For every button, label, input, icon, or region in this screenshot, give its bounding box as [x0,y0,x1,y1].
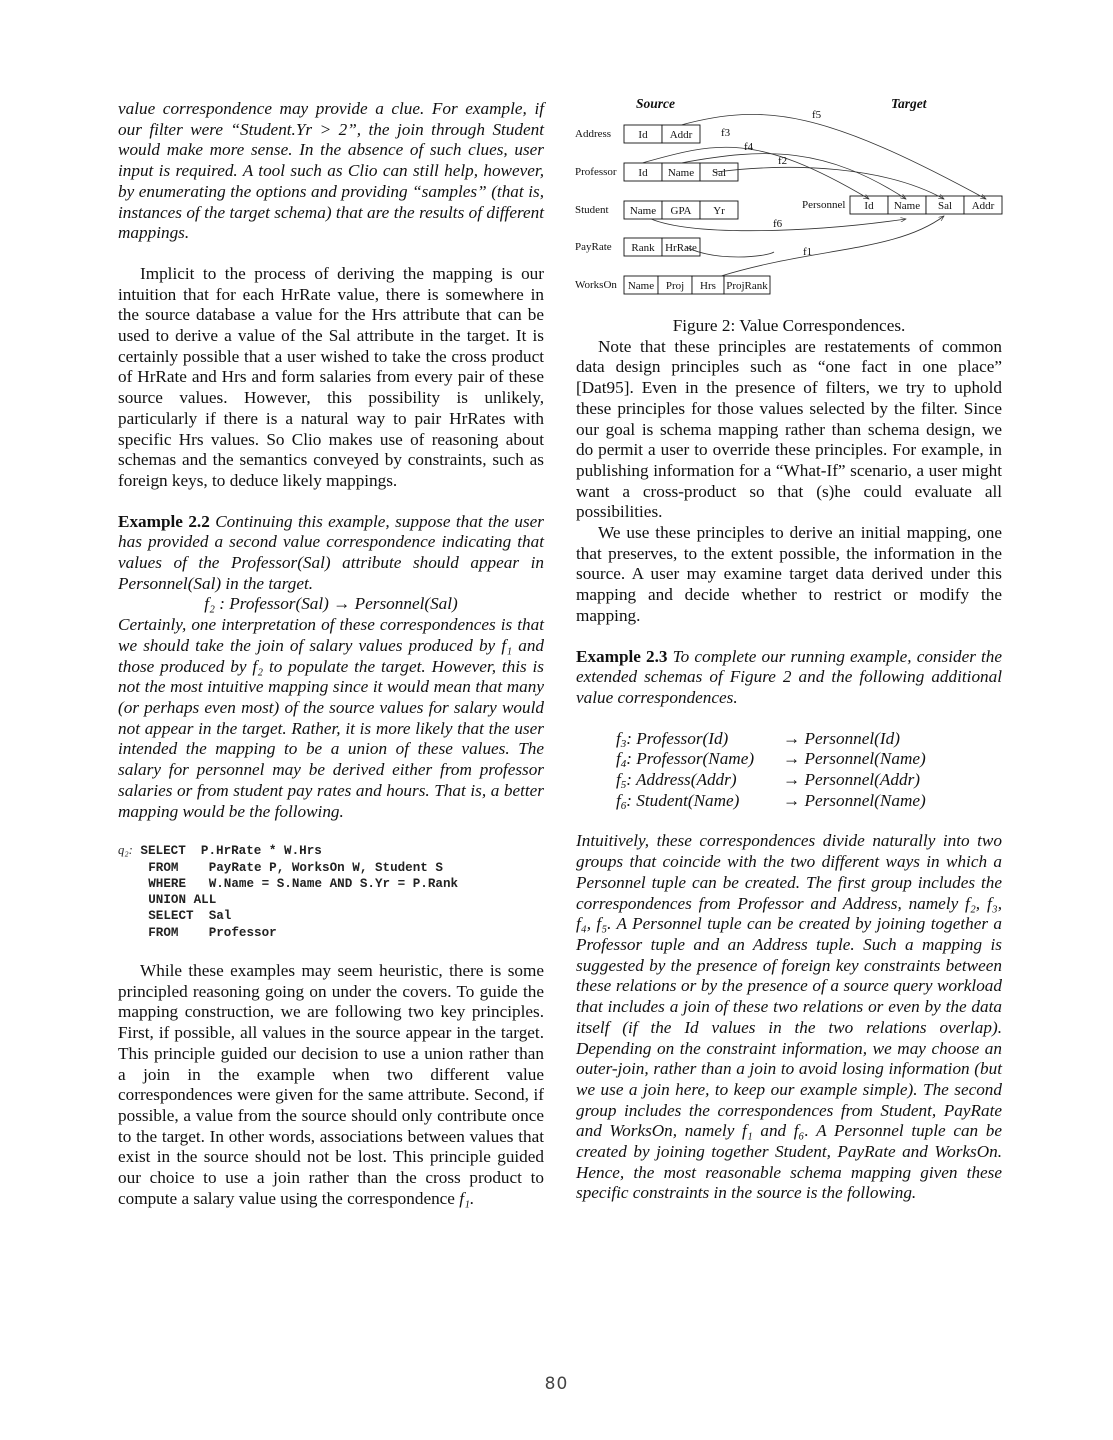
example-2-2-label: Example 2.2 [118,511,210,531]
correspondence-item [616,791,1002,812]
query-line: FROM Professor [118,925,277,940]
label-f6: f6 [773,218,783,230]
schema-diagram [566,92,1016,302]
arrow-f2 [716,167,944,199]
text-segment: Certainly, one interpretation of these correspondences is that we should take the join of salary values produced by [118,615,544,655]
column-name: ProjRank [726,280,768,292]
example-2-3-label: Example 2.3 [576,646,668,666]
label-f5: f5 [812,109,822,121]
source-attr: : Professor(Id) [626,728,729,748]
math-f: f [616,790,621,810]
target-attr: → Personnel(Name) [783,790,926,810]
label-f3: f3 [721,127,731,139]
column-name: GPA [670,205,692,217]
target-attr: → Personnel(Name) [783,749,926,769]
correspondence-list [616,729,1002,812]
query-line: SELECT Sal [118,909,232,924]
paragraph-principles [118,961,544,1209]
target-attr: → Personnel(Addr) [783,770,920,790]
correspondence-item [616,770,1002,791]
column-name: Name [629,205,657,217]
math-f: f [616,770,621,790]
column-name: Name [893,200,921,212]
figure-caption: Figure 2: Value Correspondences. [672,316,906,335]
source-table-professor [575,163,738,181]
query-line: SELECT P.HrRate * W.Hrs [132,844,322,859]
source-table-payrate [575,238,700,256]
column-name: Sal [711,167,727,179]
example-2-3 [576,647,1002,709]
text-segment: While these examples may seem heuristic, there is some principled reasoning going on under the covers. To guide the mapping construction, we are following two key principles. First, if possible, all values in the source appear in the target. This principle guided our decision to use a union rather than a join in the example when two different value correspondences were given for the same attribute. Second, if possible, a value from the source should only contribute once to the target. In other words, associations between values that exist in the source should not be lost. This principle guided our choice to use a join rather than the cross product to compute a salary value using the correspondence [118,960,544,1208]
query-line: WHERE W.Name = S.Name AND S.Yr = P.Rank [118,876,459,891]
target-table [802,196,1002,214]
left-column [118,99,544,1209]
label-f2: f2 [778,155,788,167]
column-name: Addr [971,200,995,212]
query-line: UNION ALL [118,893,217,908]
math-f1: f₁ [501,635,513,655]
column-name: Id [864,200,874,212]
text-segment: to populate the target. However, this is not the most intuitive mapping since it would mean that many (or perhaps even most) of the source values for salary would not appear in the target. Rather, it is more likely that the user intended the mapping to be a union of these values. The salary for personnel may be derived either from professor salaries or from student pay rates and hours. That is, a better mapping would be the following. [118,656,544,821]
paragraph-two-groups: Intuitively, these correspondences divide naturally into two groups that coincide with the two different ways in which a Personnel tuple can be created. The first group includes the correspondences from Professor and Address, namely f₂, f₃, f₄, f₅. A Personnel tuple can be created by joining together a Professor tuple and an Address tuple. Such a mapping is suggested by the presence of foreign key constraints between these relations or by the presence of a source query workload that includes a join of these two relations or even by the data itself (if the Id values in the two relations overlap). Depending on the constraint information, we may choose an outer-join, rather than a join to avoid losing information (but we use a join here, to keep our example simple). The second group includes the correspondences from Student, PayRate and WorksOn, namely f₁ and f₆. A Personnel tuple can be created by joining together Student, PayRate and WorksOn. Hence, the most reasonable schema mapping given these specific constraints in the source is the following. [576,831,1002,1203]
column-name: Name [627,280,655,292]
table-name: Address [575,128,612,140]
subscript: 3 [620,737,627,750]
paragraph-design-principles: Note that these principles are restatements of common data design principles such as “one fact in one place” [Dat95]. Even in the presence of filters, we try to uphold these principles for those values selected by the filter. Since our goal is schema mapping rather than schema design, we do permit a user to override these principles. For example, in publishing information for a “What-If” scenario, a user might want a cross-product so that (s)he could evaluate all possibilities. [576,336,1002,522]
column-name: Hrs [700,280,716,292]
column-name: HrRate [665,242,697,254]
right-column [576,316,1002,1204]
text-segment: and those produced by [118,635,545,676]
paragraph-initial-mapping: We use these principles to derive an initial mapping, one that preserves, to the extent possible, the information in the source. A user may examine target data derived under this mapping and decide whether to restrict or modify the mapping. [576,523,1002,625]
source-table-address [575,125,700,143]
column-name: Id [638,167,648,179]
target-title: Target [891,96,927,111]
source-attr: : Address(Addr) [626,770,737,790]
subscript: 6 [620,799,627,812]
correspondence-item [616,729,1002,750]
query-line: FROM PayRate P, WorksOn W, Student S [118,860,443,875]
source-table-student [575,201,738,219]
math-f2: f₂ [252,656,264,676]
table-name: WorksOn [575,279,617,291]
paragraph-implicit-mapping: Implicit to the process of deriving the mapping is our intuition that for each HrRate value, there is somewhere in the source database a value for the Hrs attribute that can be used to derive a value of the Sal attribute in the target. It is certainly possible that a user wished to take the cross product of HrRate and Hrs and form salaries from every pair of these source values. However, this possibility is unlikely, particularly if there is a natural way to pair HrRates with specific Hrs values. So Clio makes use of reasoning about schemas and the semantics conveyed by constraints, such as foreign keys, to deduce likely mappings. [118,263,544,490]
source-title: Source [636,96,676,111]
table-name: Student [575,204,609,216]
example-2-2 [118,512,544,595]
subscript: 5 [620,779,627,792]
example-2-2-text: Continuing this example, suppose that the user has provided a second value correspondence indicating that values of the Professor(Sal) attribute should appear in Personnel(Sal) in the target. [118,511,544,593]
table-name: PayRate [575,241,612,253]
column-name: Proj [665,280,685,292]
formula-f2: f₂ : Professor(Sal) → Personnel(Sal) [204,594,458,614]
column-name: Addr [669,129,693,141]
example-2-2-continued [118,615,544,822]
math-f1: f₁. [459,1188,475,1208]
column-name: Sal [937,200,953,212]
label-f4: f4 [744,141,754,153]
column-name: Yr [713,205,725,217]
page-number: 80 [544,1374,569,1394]
source-tables [575,125,770,294]
arrow-f1 [721,216,944,276]
source-table-workson [575,276,770,294]
table-name: Professor [575,166,617,178]
source-attr: : Professor(Name) [626,749,755,769]
column-name: Rank [631,242,655,254]
example-2-3-text: To complete our running example, consider the extended schemas of Figure 2 and the following additional value correspondences. [576,646,1003,707]
table-name: Personnel [802,199,846,211]
query-label: q₂: [118,843,133,858]
figure-value-correspondences [566,92,1016,302]
sql-query-q2 [118,842,544,941]
subscript: 4 [620,758,627,771]
source-attr: : Student(Name) [626,790,740,810]
math-f: f [616,749,621,769]
paragraph-filter-clue: value correspondence may provide a clue. For example, if our filter were “Student.Yr > 2”, the join through Student would make more sense. In the absence of such clues, user input is required. A tool such as Clio can still help, however, by enumerating the options and providing “samples” (that is, instances of the target schema) that are the results of different mappings. [118,99,544,243]
column-name: Id [638,129,648,141]
math-f: f [616,728,621,748]
label-f1: f1 [803,246,813,258]
column-name: Name [667,167,695,179]
correspondence-item [616,749,1002,770]
target-attr: → Personnel(Id) [783,728,900,748]
